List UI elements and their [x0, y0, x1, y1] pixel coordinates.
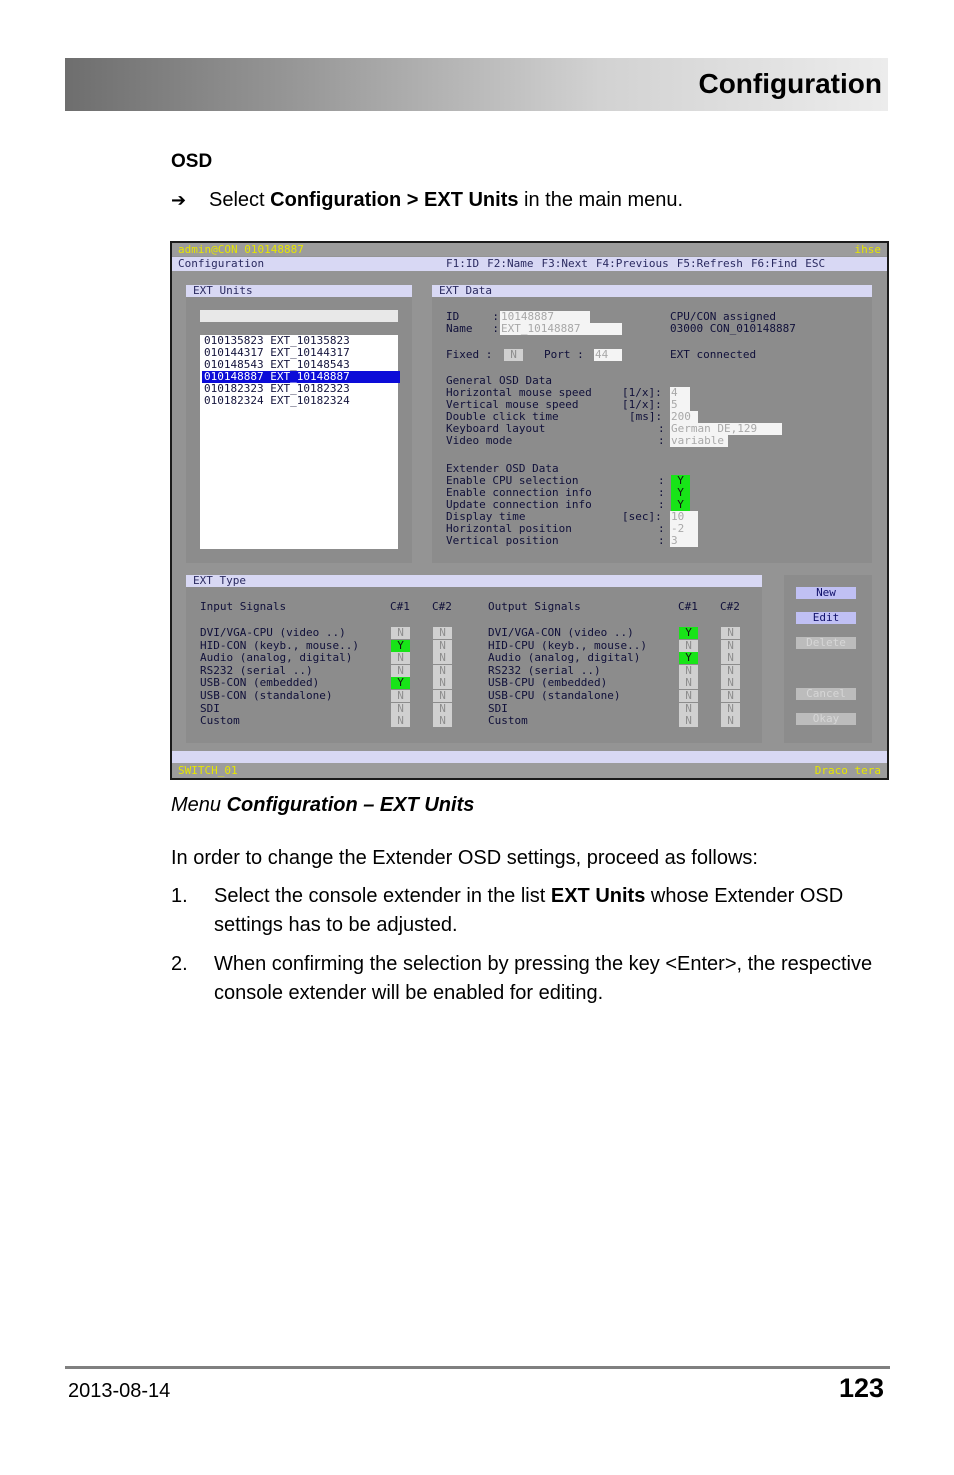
output-c1-toggle[interactable]: N: [679, 703, 698, 715]
caption-prefix: Menu: [171, 794, 227, 816]
ext-data-header: EXT Data: [432, 285, 872, 297]
output-c2-toggle[interactable]: N: [721, 690, 740, 702]
input-signal-label: DVI/VGA-CPU (video ..): [200, 626, 346, 639]
output-c2-toggle[interactable]: N: [721, 640, 740, 652]
ext-units-header: EXT Units: [186, 285, 412, 297]
osd-bottom-strip: [172, 751, 887, 763]
fkey-name[interactable]: F2:Name: [487, 257, 534, 270]
output-c2-toggle[interactable]: N: [721, 652, 740, 664]
id-field[interactable]: 10148887: [500, 311, 590, 323]
extender-row-label: Update connection info: [446, 498, 592, 511]
general-row-label: Vertical mouse speed: [446, 398, 579, 411]
port-field[interactable]: 44: [594, 349, 622, 361]
instruction-menu-path: Configuration > EXT Units: [270, 189, 519, 211]
delete-button[interactable]: Delete: [796, 637, 856, 649]
extender-row-label: Enable CPU selection: [446, 474, 579, 487]
general-row-label: Keyboard layout: [446, 422, 546, 435]
output-c2-toggle[interactable]: N: [721, 703, 740, 715]
fkey-id[interactable]: F1:ID: [446, 257, 480, 270]
input-c1-heading: C#1: [390, 600, 410, 613]
input-c2-toggle[interactable]: N: [433, 665, 452, 677]
step-text: [214, 882, 874, 940]
step-text: When confirming the selection by pressing the key <Enter>, the respective console extender will be enabled for editing.: [214, 953, 873, 1004]
osd-user-label: admin@CON 010148887: [178, 243, 304, 256]
cancel-button[interactable]: Cancel: [796, 688, 856, 700]
extender-row-unit: [sec]:: [622, 510, 662, 523]
step-1: [171, 882, 891, 942]
output-c1-toggle[interactable]: Y: [679, 627, 698, 639]
output-signal-label: Custom: [488, 714, 528, 728]
output-signals-heading: Output Signals: [488, 600, 581, 613]
extender-row-unit: :: [658, 474, 665, 487]
input-c2-toggle[interactable]: N: [433, 627, 452, 639]
cpu-con-assigned-label: CPU/CON assigned: [670, 310, 776, 323]
input-c2-toggle[interactable]: N: [433, 690, 452, 702]
output-c1-toggle[interactable]: N: [679, 665, 698, 677]
input-c2-toggle[interactable]: N: [433, 715, 452, 727]
output-c1-toggle[interactable]: N: [679, 677, 698, 689]
extender-row-label: Vertical position: [446, 534, 559, 547]
output-signal-label: HID-CPU (keyb., mouse..): [488, 638, 647, 652]
output-signal-label: RS232 (serial ..): [488, 663, 601, 677]
extender-row-label: Horizontal position: [446, 522, 572, 535]
horizontal-mouse-speed-field[interactable]: 4: [670, 387, 690, 399]
output-c2-heading: C#2: [720, 600, 740, 613]
general-row-unit: :: [658, 422, 665, 435]
input-c1-toggle[interactable]: Y: [391, 640, 410, 652]
ext-type-header: EXT Type: [186, 575, 762, 587]
output-c2-toggle[interactable]: N: [721, 677, 740, 689]
input-c1-toggle[interactable]: N: [391, 665, 410, 677]
output-c2-toggle[interactable]: N: [721, 715, 740, 727]
horizontal-position-field[interactable]: -2: [670, 523, 698, 535]
new-button[interactable]: New: [796, 587, 856, 599]
footer-rule: [65, 1366, 890, 1369]
vertical-position-field[interactable]: 3: [670, 535, 698, 547]
section-heading: OSD: [171, 151, 213, 172]
osd-menu-label: Configuration: [178, 257, 265, 270]
osd-status-bar: [172, 763, 887, 778]
footer-date: 2013-08-14: [68, 1380, 171, 1402]
figure-caption: [171, 794, 474, 817]
step-text-post: whose Extender OSD settings has to be adjusted.: [214, 885, 844, 936]
enable-connection-info-toggle[interactable]: Y: [671, 487, 690, 499]
input-c2-toggle[interactable]: N: [433, 640, 452, 652]
output-c1-toggle[interactable]: N: [679, 640, 698, 652]
input-signal-label: Audio (analog, digital): [200, 651, 353, 665]
output-signal-label: DVI/VGA-CON (video ..): [488, 626, 634, 639]
input-signal-label: USB-CON (standalone): [200, 689, 333, 702]
output-c1-toggle[interactable]: N: [679, 715, 698, 727]
osd-brand-label: ihse: [854, 243, 881, 256]
fkey-refresh[interactable]: F5:Refresh: [676, 257, 743, 270]
extender-row-unit: :: [658, 522, 665, 535]
input-c2-toggle[interactable]: N: [433, 652, 452, 664]
fixed-toggle[interactable]: N: [504, 349, 523, 361]
display-time-field[interactable]: 10: [670, 511, 698, 523]
chapter-title: Configuration: [698, 68, 882, 99]
general-row-label: Double click time: [446, 410, 559, 423]
input-c1-toggle[interactable]: N: [391, 703, 410, 715]
instruction-line: [171, 189, 683, 212]
extender-row-label: Display time: [446, 510, 526, 523]
function-keys: [446, 257, 825, 271]
list-item[interactable]: 010135823 EXT_10135823: [204, 334, 350, 347]
page-number: 123: [838, 1373, 884, 1403]
step-number: 2.: [171, 953, 188, 975]
fkey-next[interactable]: F3:Next: [541, 257, 588, 270]
instruction-suffix: in the main menu.: [518, 189, 684, 211]
edit-button[interactable]: Edit: [796, 612, 856, 624]
output-signal-label: USB-CPU (embedded): [488, 676, 608, 690]
step-number: 1.: [171, 885, 188, 907]
video-mode-field[interactable]: variable: [670, 435, 728, 447]
okay-button[interactable]: Okay: [796, 713, 856, 725]
extender-row-unit: :: [658, 498, 665, 511]
step-2: [171, 950, 891, 1010]
osd-screenshot: [170, 241, 889, 780]
intro-paragraph: In order to change the Extender OSD settings, proceed as follows:: [171, 847, 758, 869]
general-row-unit: [ms]:: [629, 410, 663, 423]
output-c1-toggle[interactable]: Y: [679, 652, 698, 664]
input-c2-toggle[interactable]: N: [433, 677, 452, 689]
output-c1-heading: C#1: [678, 600, 698, 613]
input-c1-toggle[interactable]: N: [391, 715, 410, 727]
input-c2-toggle[interactable]: N: [433, 703, 452, 715]
output-c2-toggle[interactable]: N: [721, 665, 740, 677]
general-row-unit: [1/x]:: [622, 386, 662, 399]
fkey-previous[interactable]: F4:Previous: [595, 257, 669, 270]
ext-units-panel: [186, 285, 412, 563]
ext-data-panel: [432, 285, 872, 563]
update-connection-info-toggle[interactable]: Y: [671, 499, 690, 511]
double-click-time-field[interactable]: 200: [670, 411, 698, 423]
osd-title-bar: [172, 243, 887, 256]
general-row-unit: :: [658, 434, 665, 447]
port-label: Port :: [544, 348, 584, 361]
input-signal-label: USB-CON (embedded): [200, 676, 320, 690]
input-signal-label: RS232 (serial ..): [200, 663, 313, 677]
keyboard-layout-field[interactable]: German DE,129: [670, 423, 782, 435]
general-osd-heading: General OSD Data: [446, 374, 552, 387]
input-signals-heading: Input Signals: [200, 600, 287, 613]
extender-row-unit: :: [658, 486, 665, 499]
instruction-prefix: Select: [209, 189, 271, 211]
input-signal-label: SDI: [200, 701, 220, 715]
general-row-label: Video mode: [446, 434, 513, 447]
ext-units-filter-input[interactable]: [200, 310, 398, 322]
extender-row-unit: :: [658, 534, 665, 547]
caption-title: Configuration – EXT Units: [226, 794, 475, 816]
name-field[interactable]: EXT_10148887: [500, 323, 622, 335]
list-item-selected[interactable]: 010148887 EXT_10148887: [202, 371, 400, 383]
button-panel: [784, 575, 872, 743]
output-c2-toggle[interactable]: N: [721, 627, 740, 639]
vertical-mouse-speed-field[interactable]: 5: [670, 399, 690, 411]
fkey-find[interactable]: F6:Find: [750, 257, 798, 270]
list-item[interactable]: 010144317 EXT_10144317: [204, 346, 350, 359]
assigned-value: 03000 CON_010148887: [670, 322, 796, 335]
input-c1-toggle[interactable]: N: [391, 627, 410, 639]
input-c1-toggle[interactable]: Y: [391, 677, 410, 689]
output-signal-label: SDI: [488, 701, 508, 715]
input-c2-heading: C#2: [432, 600, 452, 613]
ext-units-list[interactable]: [200, 335, 398, 549]
ext-connected-label: EXT connected: [670, 348, 757, 361]
general-row-label: Horizontal mouse speed: [446, 386, 592, 399]
input-signal-label: HID-CON (keyb., mouse..): [200, 638, 359, 652]
step-text-pre: Select the console extender in the list: [214, 885, 551, 907]
fkey-esc[interactable]: ESC: [805, 257, 826, 270]
list-item[interactable]: 010182324 EXT_10182324: [204, 394, 350, 407]
extender-row-label: Enable connection info: [446, 486, 592, 499]
input-c1-toggle[interactable]: N: [391, 652, 410, 664]
name-label: Name :: [446, 322, 499, 335]
ext-type-panel: [186, 575, 762, 743]
output-signal-label: Audio (analog, digital): [488, 651, 641, 665]
arrow-right-icon: ➔: [171, 190, 187, 210]
list-item[interactable]: 010182323 EXT_10182323: [204, 382, 350, 395]
osd-product-name: Draco tera: [814, 764, 881, 777]
osd-menu-bar: [172, 257, 887, 271]
fixed-label: Fixed :: [446, 348, 493, 361]
general-row-unit: [1/x]:: [622, 398, 662, 411]
enable-cpu-selection-toggle[interactable]: Y: [671, 475, 690, 487]
osd-switch-name: SWITCH_01: [178, 764, 238, 777]
list-item[interactable]: 010148543 EXT_10148543: [204, 358, 350, 371]
step-text-bold: EXT Units: [550, 885, 646, 907]
extender-osd-heading: Extender OSD Data: [446, 462, 559, 475]
input-signal-label: Custom: [200, 714, 240, 728]
id-label: ID :: [446, 310, 499, 323]
input-c1-toggle[interactable]: N: [391, 690, 410, 702]
chapter-header: [65, 58, 888, 111]
output-c1-toggle[interactable]: N: [679, 690, 698, 702]
output-signal-label: USB-CPU (standalone): [488, 689, 621, 702]
